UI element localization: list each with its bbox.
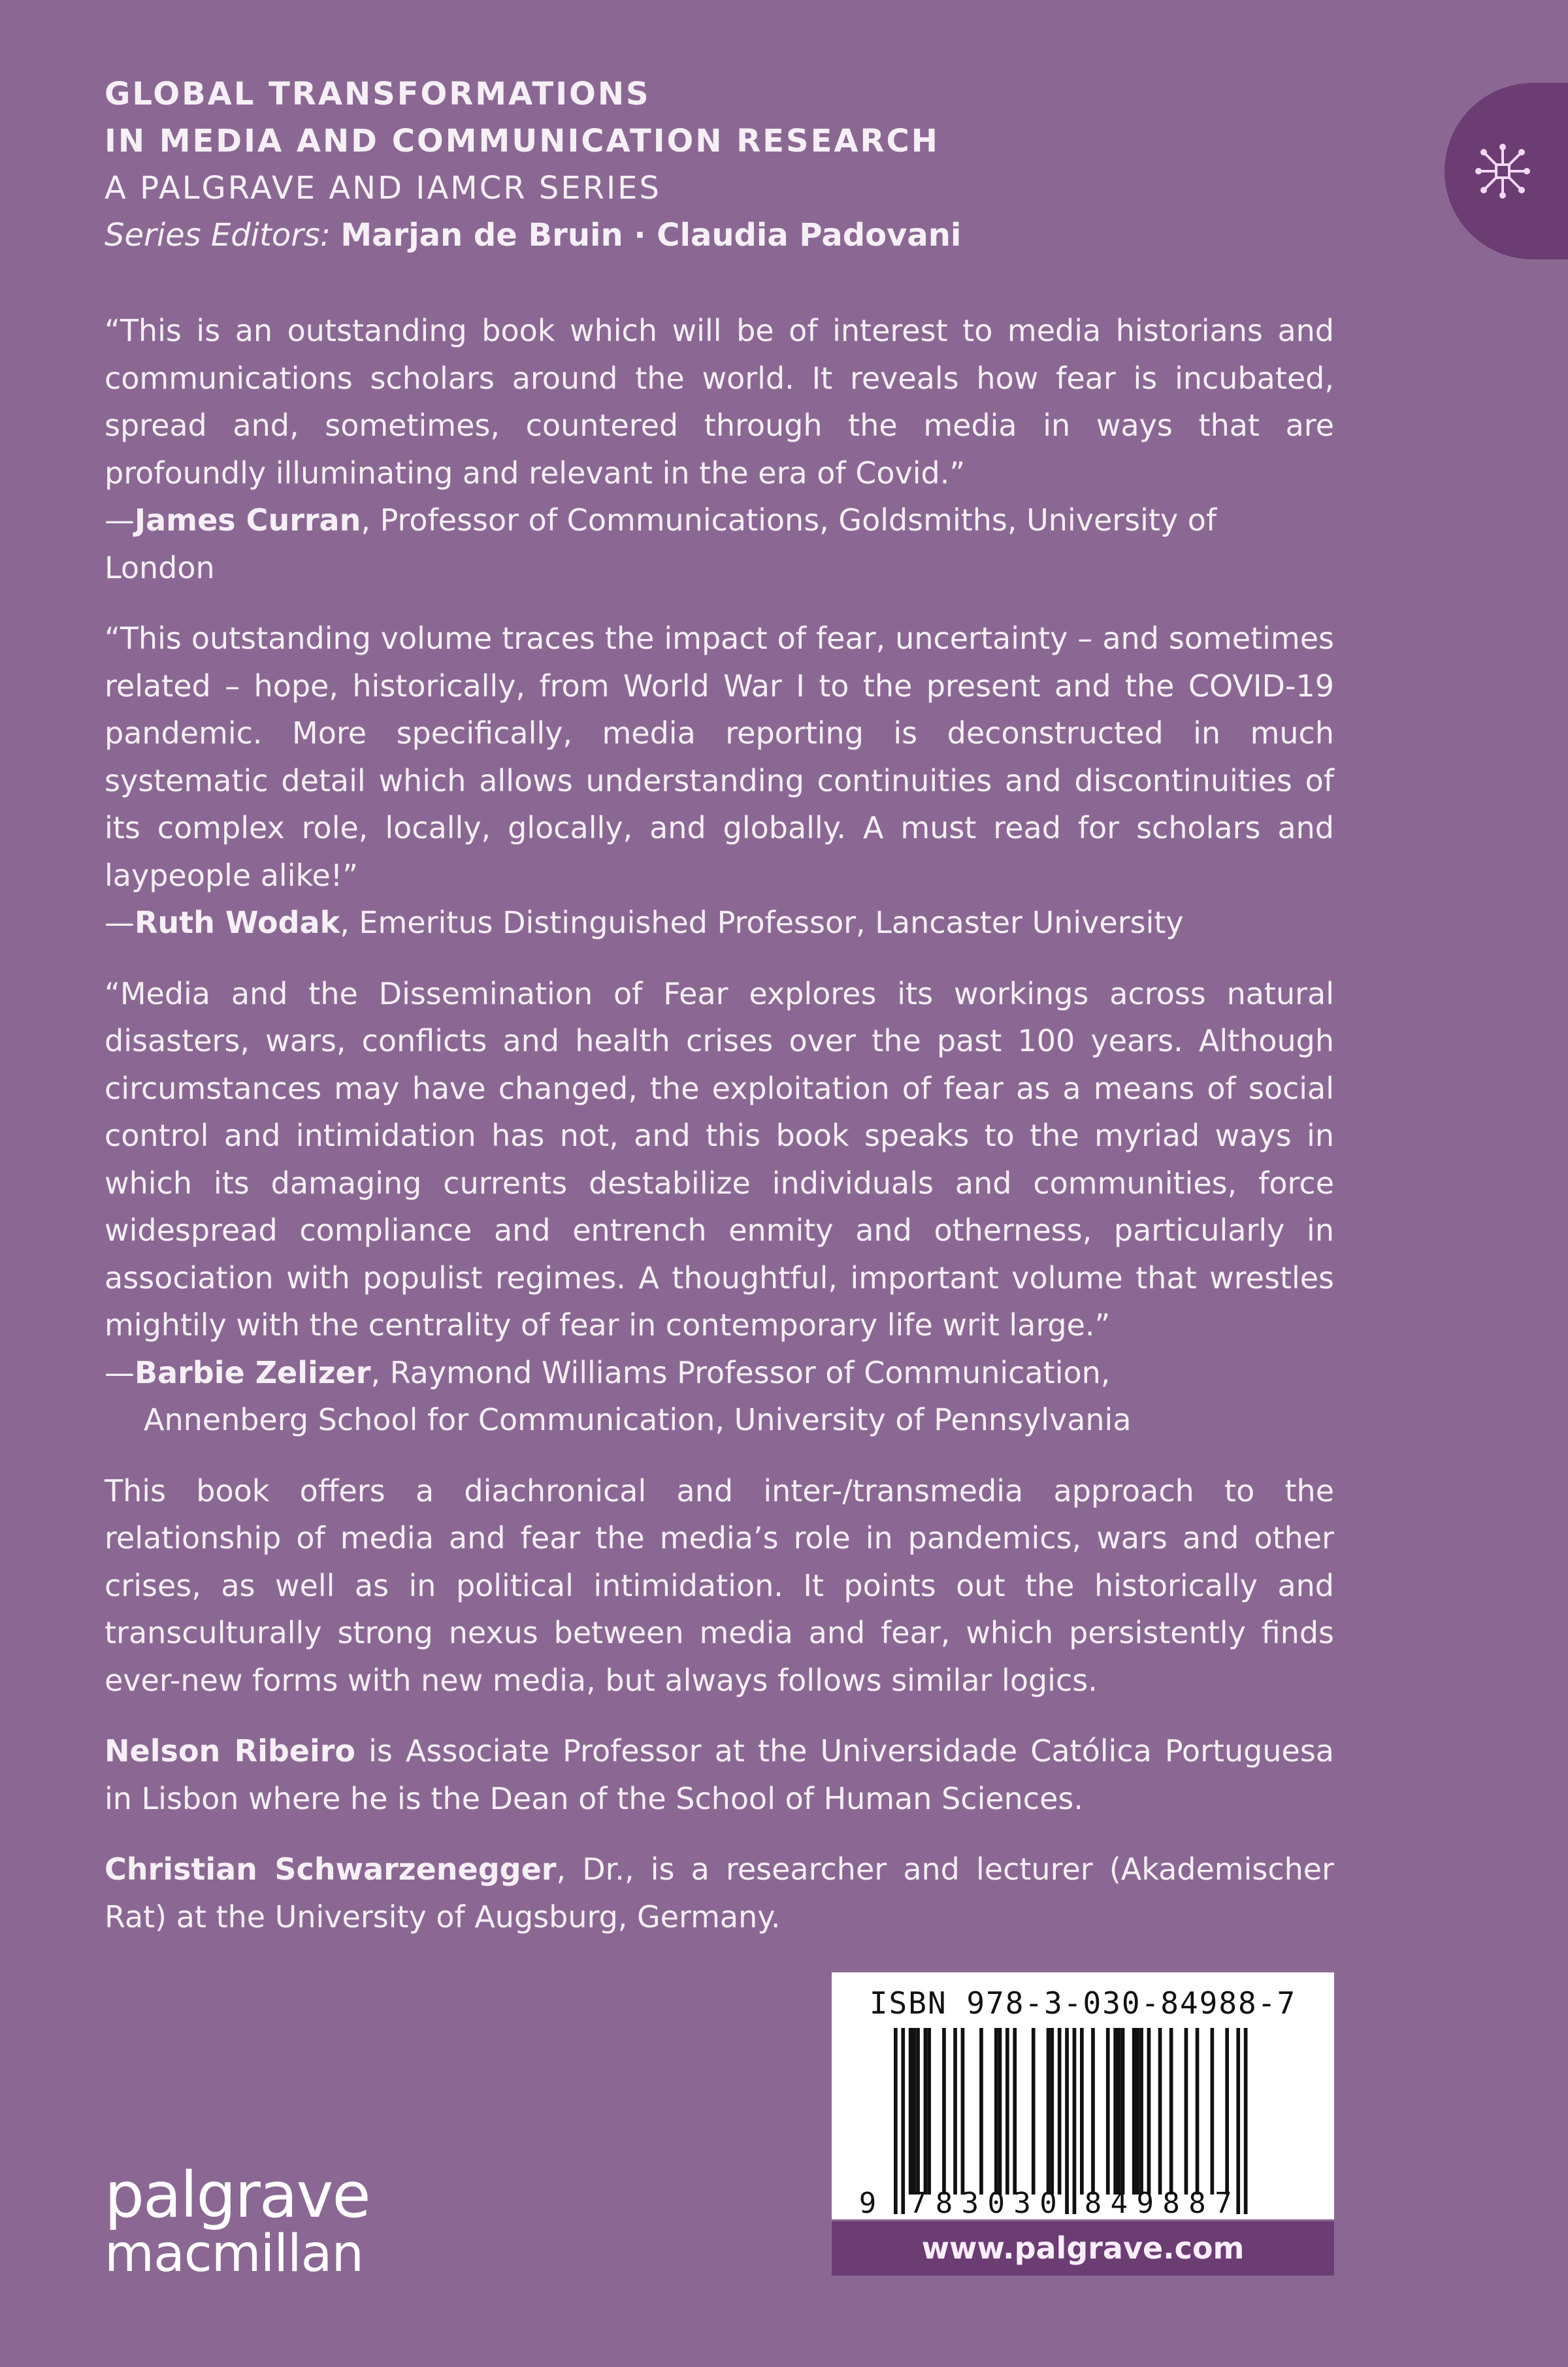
series-title-line2: IN MEDIA AND COMMUNICATION RESEARCH <box>105 123 939 159</box>
quote-text: “This is an outstanding book which will be of interest to media historians and communications scholars around the world. It reveals how fear is incubated, spread and, sometimes, countered through the media in ways that are profoundly illuminating and relevant in the era of Covid.” <box>105 313 1334 491</box>
barcode-bar <box>1121 2028 1125 2195</box>
barcode-bar <box>924 2028 928 2195</box>
barcode-bar <box>1013 2028 1017 2195</box>
isbn-barcode <box>832 1972 1334 2219</box>
barcode-bar <box>942 2028 946 2195</box>
endorser-affiliation: , Emeritus Distinguished Professor, Lancaster University <box>340 905 1184 940</box>
barcode-digit: 9 <box>858 2187 877 2219</box>
barcode-bar <box>894 2028 898 2214</box>
quote-text: “Media and the Dissemination of Fear explores its workings across natural disasters, wars, conflicts and health crises over the past 100 years. Although circumstances may have changed, the exploitation of fear as a means of social control and intimidation has not, and this book speaks to the myriad ways in which its damaging currents destabilize individuals and communities, force widespread compliance and entrench enmity and otherness, particularly in association with populist regimes. A thoughtful, important volume that wrestles mightily with the centrality of fear in contemporary life writ large.” <box>105 975 1334 1343</box>
palgrave-macmillan-logo <box>105 2159 370 2283</box>
barcode-bar <box>1244 2028 1248 2214</box>
barcode-bar <box>1065 2028 1069 2214</box>
dash: — <box>105 502 135 538</box>
barcode-graphic <box>832 1972 1334 2219</box>
barcode-bar <box>979 2028 983 2195</box>
logo-line1: palgrave <box>105 2159 370 2232</box>
author-bio: is Associate Professor at the Universidade Católica Portuguesa in Lisbon where he is the Dean of the School of Human Sciences. <box>105 1733 1334 1816</box>
quote-attribution <box>105 1349 1334 1397</box>
barcode-digit: 7 <box>1215 2187 1232 2219</box>
barcode-bar <box>909 2028 913 2195</box>
barcode-bar <box>1117 2028 1121 2195</box>
author-name: Nelson Ribeiro <box>105 1733 356 1769</box>
author-bio-2 <box>105 1846 1334 1940</box>
author-name: Christian Schwarzenegger <box>105 1852 557 1887</box>
endorsement-1 <box>105 307 1334 591</box>
barcode-bar <box>1225 2028 1229 2195</box>
logo-line2: macmillan <box>105 2225 363 2283</box>
endorser-affiliation: , Raymond Williams Professor of Communication, <box>370 1354 1111 1390</box>
barcode-bar <box>1058 2028 1062 2195</box>
endorser-name: James Curran <box>135 502 361 538</box>
barcode-bar <box>1080 2028 1084 2195</box>
publisher-badge <box>1445 83 1568 259</box>
author-bio-1 <box>105 1727 1334 1822</box>
barcode-bar <box>1196 2028 1200 2195</box>
barcode-digit: 8 <box>1188 2187 1206 2219</box>
endorser-affiliation-line2: Annenberg School for Communication, University of Pennsylvania <box>144 1402 1132 1437</box>
barcode-digit: 3 <box>961 2187 979 2219</box>
book-description: This book offers a diachronical and inter-/transmedia approach to the relationship of media and fear the media’s role in pandemics, wars and other crises, as well as in political intimidation. It points out the historically and transculturally strong nexus between media and fear, which persistently finds ever-new forms with new media, but always follows similar logics. <box>105 1473 1334 1698</box>
barcode-digit: 8 <box>1162 2187 1180 2219</box>
barcode-bar <box>1032 2028 1036 2195</box>
series-editors <box>105 212 1085 259</box>
barcode-digit: 8 <box>1084 2187 1102 2219</box>
quote-text: “This outstanding volume traces the impact of fear, uncertainty – and sometimes related – hope, historically, from World War I to the present and the COVID-19 pandemic. More specifically, media reporting is deconstructed in much systematic detail which allows understanding continuities and discontinuities of its complex role, locally, glocally, and globally. A must read for scholars and laypeople alike!” <box>105 621 1334 893</box>
endorser-name: Ruth Wodak <box>135 905 340 940</box>
series-header <box>105 71 1085 259</box>
barcode-digit: 0 <box>987 2187 1005 2219</box>
barcode-bar <box>1184 2028 1188 2195</box>
series-subtitle: A PALGRAVE AND IAMCR SERIES <box>105 170 661 206</box>
barcode-bar <box>1073 2028 1077 2214</box>
barcode-bar <box>1132 2028 1136 2195</box>
series-title-line1: GLOBAL TRANSFORMATIONS <box>105 76 651 112</box>
barcode-bar <box>916 2028 920 2195</box>
quote-attribution <box>105 899 1334 947</box>
barcode-bar <box>1158 2028 1162 2195</box>
barcode-bar <box>1047 2028 1051 2195</box>
endorsement-2 <box>105 615 1334 947</box>
barcode-bar <box>1050 2028 1054 2195</box>
barcode-bar <box>913 2028 917 2195</box>
barcode-bar <box>1147 2028 1151 2195</box>
endorsement-3 <box>105 970 1334 1444</box>
barcode-bar <box>994 2028 998 2195</box>
author-bio: , Dr., is a researcher and lecturer (Akademischer Rat) at the University of Augsburg, Germany. <box>105 1852 1334 1934</box>
barcode-bar <box>1139 2028 1143 2195</box>
endorser-affiliation: , Professor of Communications, Goldsmiths, University of London <box>105 502 1217 585</box>
springer-network-icon <box>1473 142 1532 201</box>
website-link[interactable]: www.palgrave.com <box>832 2221 1334 2276</box>
barcode-bar <box>1169 2028 1173 2195</box>
barcode-bar <box>1005 2028 1009 2195</box>
barcode-bar <box>901 2028 905 2214</box>
quote-attribution <box>105 497 1334 591</box>
barcode-digit: 4 <box>1110 2187 1128 2219</box>
barcode-digit: 3 <box>1013 2187 1031 2219</box>
barcode-bar <box>1106 2028 1110 2195</box>
barcode-bar <box>953 2028 957 2195</box>
barcode-bar <box>1136 2028 1140 2195</box>
barcode-bar <box>1211 2028 1215 2195</box>
barcode-digit: 8 <box>935 2187 953 2219</box>
series-editors-label: Series Editors: <box>105 217 331 253</box>
endorser-name: Barbie Zelizer <box>135 1354 371 1390</box>
barcode-digit: 7 <box>909 2187 927 2219</box>
series-editors-names: Marjan de Bruin · Claudia Padovani <box>340 217 962 253</box>
isbn-label: ISBN 978-3-030-84988-7 <box>869 1985 1297 2021</box>
barcode-bar <box>927 2028 931 2195</box>
barcode-bar <box>1091 2028 1095 2195</box>
barcode-digit: 9 <box>1136 2187 1154 2219</box>
barcode-bar <box>961 2028 965 2195</box>
dash: — <box>105 905 135 940</box>
barcode-bar <box>1113 2028 1117 2195</box>
back-cover-text <box>105 307 1334 1964</box>
barcode-bar <box>1236 2028 1240 2214</box>
barcode-digit: 0 <box>1039 2187 1057 2219</box>
dash: — <box>105 1354 135 1390</box>
barcode-bar <box>998 2028 1002 2195</box>
